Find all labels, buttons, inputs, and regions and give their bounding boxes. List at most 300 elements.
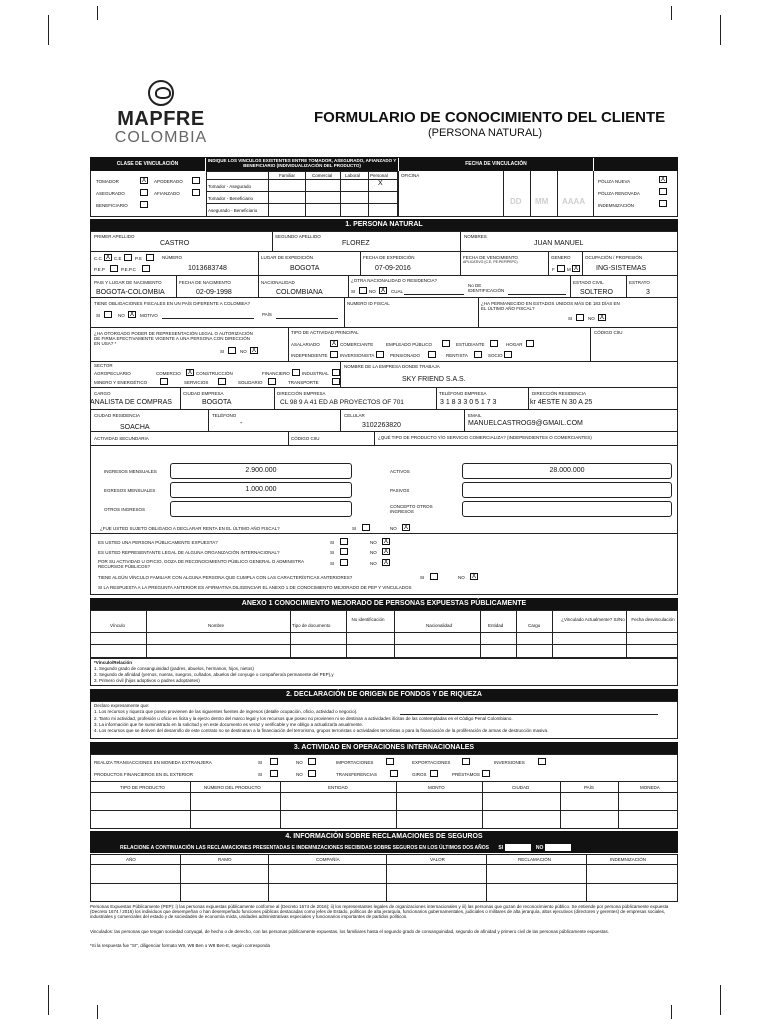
primer-apellido-label: PRIMER APELLIDO	[94, 234, 135, 239]
prestamos-checkbox[interactable]	[482, 770, 490, 777]
transferencias-checkbox[interactable]	[390, 770, 398, 777]
grid-line	[368, 171, 369, 217]
comercio-checkbox[interactable]: X	[187, 369, 193, 376]
q3-no-checkbox[interactable]: X	[383, 559, 389, 566]
oblig-si-checkbox[interactable]	[104, 311, 112, 318]
grid-line	[618, 781, 619, 829]
row-tomador-beneficiario: Tomador - Beneficiario	[208, 196, 254, 201]
cargo-label: CARGO	[94, 391, 111, 396]
cc-checkbox[interactable]: X	[105, 254, 111, 261]
otra-nac-si-checkbox[interactable]	[359, 287, 367, 294]
col-comercial: Comercial	[312, 173, 333, 178]
op-importaciones: IMPORTACIONES	[336, 760, 374, 765]
grid-line	[586, 854, 587, 902]
tomador-checkbox[interactable]: X	[141, 177, 147, 184]
oficina-label: OFICINA	[401, 173, 420, 178]
afianzado-checkbox[interactable]	[192, 189, 200, 196]
s3-col-pais: PAÍS	[584, 785, 594, 790]
q4-si-checkbox[interactable]	[430, 573, 438, 580]
pf-no-checkbox[interactable]	[308, 770, 316, 777]
footer-vinculados-definition: Vinculados: las personas que tengan sociedad conyugal, de hecho o de derecho, con las personas públicamente expuestas, los familiares hasta el segundo grado de consanguinidad, segundo de afinidad y primero civil de las personas públicamente expuestas.	[90, 929, 610, 934]
crop-mark	[48, 15, 49, 45]
grid-line	[90, 810, 678, 811]
pensionado-checkbox[interactable]	[428, 351, 436, 358]
genero-f-checkbox[interactable]	[557, 265, 565, 272]
declaro-line: Declaro expresamente que:	[94, 703, 150, 708]
sector-minero: MINERO Y ENERGÉTICO	[94, 380, 148, 385]
financiero-checkbox[interactable]	[292, 369, 300, 376]
brand-name: MAPFRE	[117, 108, 205, 130]
sector-construccion: CONSTRUCCIÓN	[196, 371, 233, 376]
q3-si-checkbox[interactable]	[340, 559, 348, 566]
rentista-checkbox[interactable]	[474, 351, 482, 358]
q1-si-checkbox[interactable]	[340, 538, 348, 545]
act-hogar: HOGAR	[506, 342, 523, 347]
q2-no-checkbox[interactable]: X	[383, 548, 389, 555]
grid-line	[180, 854, 181, 902]
fecha-aaaa: AAAA	[562, 197, 586, 206]
empresa: SKY FRIEND S.A.S.	[402, 376, 466, 383]
sector-solidario: SOLIDARIO	[238, 380, 263, 385]
segundo-apellido-label: SEGUNDO APELLIDO	[275, 234, 321, 239]
anexo-col-fecha-desv: Fecha desvinculación	[631, 617, 675, 622]
col-personal: Personal	[370, 173, 388, 178]
grid-line	[90, 431, 678, 432]
pasivos-label: PASIVOS	[390, 488, 410, 493]
q2-si-checkbox[interactable]	[340, 548, 348, 555]
footer-pep-definition: Personas Expuestas Públicamente (PEP): i) las personas expuestas públicamente conforme al (Decreto 1674 de 2016); ii) los representantes legales de organizaciones internacionales y iii) las personas que gozan de reconocimiento público. Se entiende por persona públicamente expuesta (Decreto 1674 / 2016) los individuos que desempeñan o han desempeñado funciones públicas destacadas como jefes de Estado, políticos de alta jerarquía, funcionarios gubernamentales, judiciales o militares de alta jerarquía, altos ejecutivos (directores y gerentes) de empresas sociales, industriales y comerciales del estado y de sociedades de economía mixta, unidades administrativas especiales y funcionarios importantes de partidos políticos.	[90, 904, 669, 919]
grid-line	[305, 171, 306, 217]
grid-line	[146, 610, 147, 658]
oblig-si-label: SI	[96, 313, 101, 318]
empleado-publico-checkbox[interactable]	[442, 340, 450, 347]
beneficiario-label: BENEFICIARIO	[96, 203, 128, 208]
estado-civil: SOLTERO	[580, 289, 613, 296]
grid-line	[436, 387, 437, 409]
mapfre-logo	[106, 80, 216, 147]
poder-usa-label: ¿HA OTORGADO PODER DE REPRESENTACIÓN LEGAL O AUTORIZACIÓN DE FIRMA EFECTIVAMENTE VIGENTE A UNA PERSONA CON DIRECCIÓN EN USA? *	[94, 331, 253, 346]
crop-mark	[671, 6, 672, 20]
grid-line	[582, 251, 583, 275]
fecha-expedicion-label: FECHA DE EXPEDICIÓN	[363, 255, 415, 260]
grid-line	[90, 792, 678, 793]
ingresos-label: INGRESOS MENSUALES	[104, 469, 157, 474]
s4-col-indemnizacion: INDEMNIZACIÓN	[610, 857, 646, 862]
fecha-nacimiento-label: FECHA DE NACIMIENTO	[179, 280, 231, 285]
grid-line	[626, 610, 627, 658]
tipo-actividad-label: TIPO DE ACTIVIDAD PRINCIPAL	[291, 330, 359, 335]
servicios-checkbox[interactable]	[218, 378, 226, 385]
grid-line	[560, 781, 561, 829]
mapfre-emblem-icon	[148, 80, 174, 106]
fecha-vinculacion-header: FECHA DE VINCULACIÓN	[399, 157, 593, 171]
ocupacion-label: OCUPACIÓN / PROFESIÓN	[585, 255, 643, 260]
renta-si-checkbox[interactable]	[362, 524, 370, 531]
fecha-vencimiento-label: FECHA DE VENCIMIENTO	[463, 255, 518, 260]
s4-col-compania: COMPAÑÍA	[316, 857, 340, 862]
numero-label: NÚMERO	[162, 255, 182, 260]
estrato-label: ESTRATO	[629, 280, 650, 285]
grid-line	[90, 445, 678, 446]
q1-no-label: NO	[370, 540, 377, 545]
grid-line	[290, 610, 291, 658]
s3-col-monto: MONTO	[428, 785, 445, 790]
oblig-no-checkbox[interactable]: X	[129, 311, 135, 318]
section3-title: 3. ACTIVIDAD EN OPERACIONES INTERNACIONALES	[90, 742, 678, 754]
grid-line	[516, 610, 517, 658]
s4-col-ramo: RAMO	[218, 857, 232, 862]
segundo-apellido: FLOREZ	[342, 240, 370, 247]
afianzado-label: AFIANZADO	[154, 191, 180, 196]
nombres: JUAN MANUEL	[534, 240, 584, 247]
grid-line	[90, 533, 678, 534]
sector-comercio: COMERCIO	[156, 371, 181, 376]
independiente-checkbox[interactable]	[330, 351, 338, 358]
otra-nacionalidad-label: ¿OTRA NACIONALIDAD O RESIDENCIA?	[351, 278, 438, 283]
rep-legal-question: ES USTED REPRESENTANTE LEGAL DE ALGUNA ORGANIZACIÓN INTERNACIONAL?	[98, 550, 280, 555]
reconocimiento-question: POR SU ACTIVIDAD U OFICIO, GOZA DE RECONOCIMIENTO PÚBLICO GENERAL O ADMINISTRA RECURSOS PÚBLICOS?	[98, 559, 304, 569]
pais-label: PAÍS	[262, 312, 272, 317]
solidario-checkbox[interactable]	[268, 378, 276, 385]
anexo-note-2: 2. Segundo de afinidad (yernos, nueras, suegros, cuñados, abuelos del conyuge o compañero/a permanente del PEP),y	[94, 672, 334, 677]
estado-civil-label: ESTADO CIVIL	[573, 280, 604, 285]
transporte-checkbox[interactable]	[332, 378, 340, 385]
minero-checkbox[interactable]	[160, 378, 168, 385]
grid-line	[90, 387, 678, 388]
socio-checkbox[interactable]	[504, 351, 512, 358]
me-si-label: SI	[258, 760, 263, 765]
grid-line	[176, 275, 177, 297]
section1-title: 1. PERSONA NATURAL	[90, 219, 678, 231]
poliza-header	[594, 157, 678, 171]
no-identificacion-label: No DE IDENTIFICACIÓN	[468, 283, 505, 293]
lugar-expedicion: BOGOTA	[290, 265, 320, 272]
grid-line	[90, 883, 678, 884]
estrato: 3	[646, 289, 650, 296]
asegurado-checkbox[interactable]	[140, 189, 148, 196]
pep-question: ES USTED UNA PERSONA PÚBLICAMENTE EXPUESTA?	[98, 540, 218, 545]
reclamaciones-si-label: SI	[498, 845, 504, 851]
me-si-checkbox[interactable]	[270, 758, 278, 765]
poliza-nueva-label: PÓLIZA NUEVA	[598, 179, 631, 184]
sector-industrial: INDUSTRIAL	[302, 371, 329, 376]
grid-line	[460, 251, 461, 275]
grid-line	[400, 714, 658, 715]
nombres-label: NOMBRES	[464, 234, 487, 239]
apoderado-checkbox[interactable]	[192, 177, 200, 184]
brand-country: COLOMBIA	[114, 129, 208, 146]
pasivos-field[interactable]	[462, 482, 672, 498]
reclamaciones-no-checkbox[interactable]	[545, 844, 571, 851]
pf-no-label: NO	[296, 772, 303, 777]
inversiones-checkbox[interactable]	[538, 758, 546, 765]
producto-servicio-label: ¿QUÉ TIPO DE PRODUCTO Y/O SERVICIO COMERCIALIZA? (INDEPENDIENTES O COMERCIANTES)	[378, 435, 592, 440]
grid-line	[162, 318, 254, 319]
s3-col-moneda: MONEDA	[640, 785, 660, 790]
grid-line	[480, 610, 481, 658]
grid-line	[626, 275, 627, 297]
grid-line	[360, 251, 361, 275]
celular-label: CELULAR	[344, 413, 365, 418]
anexo-note-1: 1. Segundo grado de consanguinidad (padres, abuelos, hermanos, hijos, nietos)	[94, 666, 254, 671]
act-estudiante: ESTUDIANTE	[456, 342, 485, 347]
reclamaciones-si-checkbox[interactable]	[505, 844, 531, 851]
indemnizacion-label: INDEMNIZACIÓN	[598, 203, 634, 208]
footer-w9-note: *Si la respuesta fue "SI", diligenciar formato W9, W8 Ben o W8 Ben-E, según corresponda	[90, 943, 271, 948]
ciudad-residencia-label: CIUDAD RESIDENCIA	[94, 413, 141, 418]
ce-checkbox[interactable]	[124, 254, 132, 261]
grid-line	[274, 387, 275, 409]
inversionista-checkbox[interactable]	[376, 351, 384, 358]
grid-line	[288, 431, 289, 445]
beneficiario-checkbox[interactable]	[140, 201, 148, 208]
q2-si-label: SI	[330, 550, 335, 555]
apoderado-label: APODERADO	[154, 179, 183, 184]
poder-si-checkbox[interactable]	[228, 347, 236, 354]
q3-no-label: NO	[370, 561, 377, 566]
pepc-checkbox[interactable]	[142, 265, 150, 272]
concepto-otros-label: CONCEPTO OTROS INGRESOS	[390, 504, 433, 514]
grid-line	[530, 171, 531, 217]
personal-mark: X	[378, 180, 383, 187]
grid-line	[90, 632, 678, 633]
grid-line	[90, 409, 678, 410]
q1-no-checkbox[interactable]: X	[383, 538, 389, 545]
cargo: ANALISTA DE COMPRAS	[90, 399, 172, 406]
ocupacion: ING-SISTEMAS	[596, 265, 647, 272]
cual-label: CUAL	[391, 289, 404, 294]
direccion-empresa-label: DIRECCIÓN EMPRESA	[277, 391, 326, 396]
grid-line	[206, 203, 398, 204]
renta-label: ¿FUE USTED SUJETO OBLIGADO A DECLARAR RENTA EN EL ÚLTIMO AÑO FISCAL?	[100, 526, 280, 531]
op-transferencias: TRANSFERENCIAS	[336, 772, 378, 777]
telefono-empresa-label: TELÉFONO EMPRESA	[439, 391, 487, 396]
op-inversiones: INVERSIONES	[494, 760, 525, 765]
giros-checkbox[interactable]	[430, 770, 438, 777]
grid-line	[398, 171, 399, 217]
poder-no-checkbox[interactable]: X	[251, 347, 257, 354]
act-rentista: RENTISTA	[446, 353, 468, 358]
tomador-label: TOMADOR	[96, 179, 119, 184]
poliza-renovada-checkbox[interactable]	[659, 188, 667, 195]
industrial-checkbox[interactable]	[332, 369, 340, 376]
grid-line	[482, 781, 483, 829]
grid-line	[374, 431, 375, 445]
obligaciones-fiscales-label: TIENE OBLIGACIONES FISCALES EN UN PAÍS DIFERENTE A COLOMBIA?	[94, 301, 250, 306]
asalariado-checkbox[interactable]: X	[331, 340, 337, 347]
section4-subtitle	[90, 843, 678, 853]
anexo-note-3: 3. Primero civil (hijos adoptivos o padres adoptantes)	[94, 678, 200, 683]
poder-si-label: SI	[220, 349, 225, 354]
otra-nac-si-label: SI	[351, 289, 356, 294]
q4-no-label: NO	[458, 575, 465, 580]
concepto-otros-field[interactable]	[462, 501, 672, 517]
otros-ingresos-field[interactable]	[170, 501, 352, 517]
me-no-checkbox[interactable]	[308, 758, 316, 765]
primer-apellido: CASTRO	[160, 240, 190, 247]
pf-si-checkbox[interactable]	[270, 770, 278, 777]
grid-line	[548, 251, 549, 275]
grid-line	[394, 610, 395, 658]
grid-line	[340, 361, 341, 387]
q3-si-label: SI	[330, 561, 335, 566]
otra-nac-no-checkbox[interactable]: X	[380, 287, 386, 294]
actividad-secundaria-label: ACTIVIDAD SECUNDARIA	[94, 436, 149, 441]
email: MANUELCASTROG9@GMAIL.COM	[468, 420, 583, 427]
exportaciones-checkbox[interactable]	[462, 758, 470, 765]
numero-documento: 1013683748	[188, 265, 227, 272]
poliza-renovada-label: PÓLIZA RENOVADA	[598, 191, 640, 196]
indemnizacion-checkbox[interactable]	[659, 200, 667, 207]
s3-col-entidad: ENTIDAD	[328, 785, 348, 790]
grid-line	[460, 231, 461, 251]
op-giros: GIROS	[412, 772, 427, 777]
crop-mark	[48, 985, 49, 1015]
ps-checkbox[interactable]	[146, 254, 154, 261]
col-familiar: Familiar	[279, 173, 296, 178]
fecha-mm: MM	[535, 197, 549, 206]
direccion-residencia-label: DIRECCIÓN RESIDENCIA	[532, 391, 587, 396]
celular: 3102263820	[362, 422, 401, 429]
clase-vinculacion-header: CLASE DE VINCULACIÓN	[90, 157, 205, 171]
estudiante-checkbox[interactable]	[490, 340, 498, 347]
moneda-extranjera-label: REALIZA TRANSACCIONES EN MONEDA EXTRANJERA	[94, 760, 212, 765]
nacionalidad-label: NACIONALIDAD	[261, 280, 295, 285]
grid-line	[557, 171, 558, 217]
activos-label: ACTIVOS	[390, 469, 410, 474]
ingresos-field[interactable]: 2.900.000	[170, 463, 352, 479]
declaracion-2: 2. Tanto mi actividad, profesión u oficio es lícita y la ejerzo dentro del marco legal y los recursos que poseo no provienen ni se destinan a actividades ilícitas de las contempladas en el Código Penal Colombiano.	[94, 716, 513, 721]
grid-line	[508, 294, 566, 295]
cc-label: C.C	[94, 256, 102, 261]
grid-line	[590, 327, 591, 361]
op-prestamos: PRÉSTAMOS	[452, 772, 480, 777]
hogar-checkbox[interactable]	[526, 340, 534, 347]
grid-line	[272, 231, 273, 251]
asegurado-label: ASEGURADO	[96, 191, 125, 196]
egresos-label: EGRESOS MENSUALES	[104, 488, 156, 493]
op-exportaciones: EXPORTACIONES	[412, 760, 451, 765]
grid-line	[280, 781, 281, 829]
m-label: M	[567, 267, 571, 272]
importaciones-checkbox[interactable]	[386, 758, 394, 765]
genero-m-checkbox[interactable]: X	[573, 265, 579, 272]
ps-label: P.S	[135, 256, 142, 261]
grid-line	[348, 275, 349, 297]
grid-line	[90, 644, 678, 645]
page-subtitle: (PERSONA NATURAL)	[428, 127, 543, 139]
vinculo-relacion-title: *Vínculo/Relación	[94, 660, 133, 665]
grid-line	[90, 251, 678, 252]
q4-no-checkbox[interactable]: X	[471, 573, 477, 580]
section4-title: 4. INFORMACIÓN SOBRE RECLAMACIONES DE SEGUROS	[90, 831, 678, 843]
otros-ingresos-label: OTROS INGRESOS	[104, 507, 146, 512]
s3-col-tipo-producto: TIPO DE PRODUCTO	[120, 785, 165, 790]
grid-line	[386, 854, 387, 902]
declaracion-4: 4. Los recursos que se deriven del desarrollo de este contrato no se destinaran a la financiación del terrorismo, grupos terroristas o actividades terroristas o para la financiación de la proliferación de armas de destrucción masiva.	[94, 728, 549, 733]
grid-line	[90, 781, 678, 782]
grid-line	[288, 327, 289, 361]
act-pensionado: PENSIONADO	[390, 353, 421, 358]
grid-line	[90, 297, 678, 298]
pep-checkbox[interactable]	[110, 265, 118, 272]
grid-line	[552, 610, 553, 658]
grid-line	[208, 409, 209, 431]
ciudad-residencia: SOACHA	[120, 424, 150, 431]
direccion-empresa: CL 98 9 A 41 ED AB PROYECTOS OF 701	[280, 399, 404, 406]
perm-si-checkbox[interactable]	[576, 314, 584, 321]
sector-financiero: FINANCIERO	[262, 371, 290, 376]
grid-line	[180, 387, 181, 409]
fecha-dd: DD	[510, 197, 522, 206]
perm-no-checkbox[interactable]: X	[599, 314, 605, 321]
act-inversionista: INVERSIONISTA	[340, 353, 375, 358]
sector-servicios: SERVICIOS	[184, 380, 209, 385]
email-label: EMAIL	[468, 413, 482, 418]
declaracion-3: 3. La información que he suministrado en la solicitud y en este documento es veraz y verificable y me obligo a actualizarla anualmente.	[94, 722, 364, 727]
form-page	[90, 75, 678, 975]
permanecio-usa-label: ¿HA PERMANECIDO EN ESTADOS UNIDOS MÁS DE 183 DÍAS EN EL ÚLTIMO AÑO FISCAL?	[481, 301, 620, 311]
anexo-instruction: SI LA RESPUESTA A LA PREGUNTA ANTERIOR ES AFIRMATIVA DILIGENCIAR EL ANEXO 1 DE CONOCIMIENTO MEJORADO DE PEP Y VINCULADOS	[98, 585, 412, 590]
renta-no-checkbox[interactable]: X	[403, 524, 409, 531]
me-no-label: NO	[296, 760, 303, 765]
grid-line	[90, 864, 678, 865]
telefono: -	[240, 420, 243, 427]
grid-line	[276, 318, 338, 319]
motivo-label: MOTIVO	[140, 313, 158, 318]
sector-label: SECTOR	[94, 363, 113, 368]
sector-transporte: TRANSPORTE	[288, 380, 319, 385]
grid-line	[340, 171, 341, 217]
perm-no-label: NO	[588, 316, 595, 321]
indique-header: INDIQUE LOS VINCULOS EXISTENTES ENTRE TOMADOR, ASEGURADO, AFIANZADO Y BENEFICIARIO (INDIVIDUALIZACIÓN DEL PRODUCTO)	[206, 157, 398, 171]
ce-label: C.E	[114, 256, 122, 261]
grid-line	[258, 251, 259, 275]
q1-si-label: SI	[330, 540, 335, 545]
anexo-col-vinculado: ¿Vinculado Actualmente? SI/No	[561, 617, 625, 622]
empresa-label: NOMBRE DE LA EMPRESA DONDE TRABAJA	[344, 364, 440, 369]
pais-lugar-nacimiento-label: PAIS Y LUGAR DE NACIMIENTO	[94, 280, 162, 285]
egresos-field[interactable]: 1.000.000	[170, 482, 352, 498]
grid-line	[478, 297, 479, 327]
crop-mark	[97, 1005, 98, 1019]
crop-mark	[720, 15, 721, 45]
fecha-vencimiento-sub: APLICATIVO (C.E, PE.PEP/PEPC)	[463, 260, 518, 264]
grid-line	[90, 361, 678, 362]
grid-line	[206, 179, 398, 180]
grid-line	[340, 409, 341, 431]
grid-line	[593, 171, 594, 217]
row-asegurado-beneficiario: Asegurado - Beneficiario	[208, 208, 258, 213]
grid-line	[190, 781, 191, 829]
fecha-nacimiento: 02-09-1998	[196, 289, 232, 296]
grid-line	[396, 781, 397, 829]
ciudad-empresa: BOGOTA	[202, 399, 232, 406]
pf-si-label: SI	[258, 772, 263, 777]
col-laboral: Laboral	[345, 173, 361, 178]
grid-line	[346, 610, 347, 658]
activos-field[interactable]: 28.000.000	[462, 463, 672, 479]
poliza-nueva-checkbox[interactable]: X	[660, 176, 666, 183]
grid-line	[570, 275, 571, 297]
section4-table	[90, 854, 678, 902]
otra-nac-no-label: NO	[369, 289, 376, 294]
renta-si-label: SI	[352, 526, 357, 531]
grid-line	[528, 387, 529, 409]
s3-col-numero-producto: NÚMERO DEL PRODUCTO	[204, 785, 261, 790]
anexo-col-nacionalidad: Nacionalidad	[426, 623, 453, 628]
crop-mark	[97, 6, 98, 20]
